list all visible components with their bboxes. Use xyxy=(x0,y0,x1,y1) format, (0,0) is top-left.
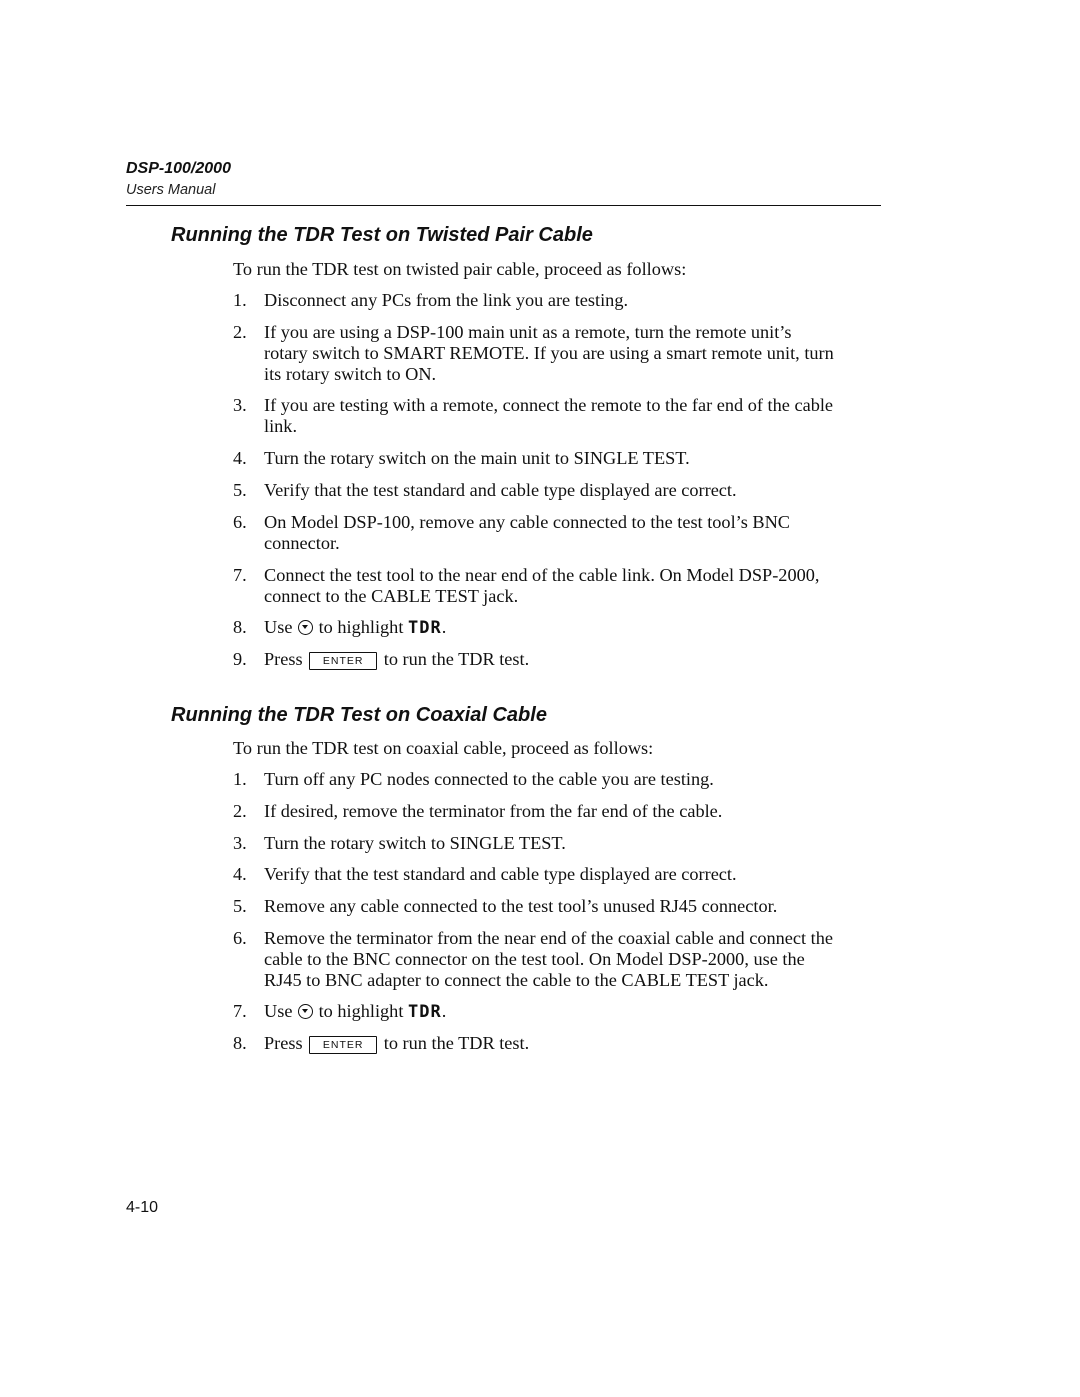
section-title: Running the TDR Test on Coaxial Cable xyxy=(171,704,547,726)
step-line: Remove any cable connected to the test tool’s unused RJ45 connector. xyxy=(264,896,778,916)
step-number: 5. xyxy=(233,896,247,916)
step-text xyxy=(264,1033,876,1054)
step-text xyxy=(264,565,876,607)
step-line: On Model DSP-100, remove any cable connected to the test tool’s BNC xyxy=(264,512,790,532)
step-text-pre: Use xyxy=(264,617,293,637)
down-arrow-key-icon xyxy=(298,1004,313,1019)
step-text xyxy=(264,833,876,854)
step-text-post: . xyxy=(441,1001,447,1021)
step-text-pre: Press xyxy=(264,649,303,669)
step-number: 5. xyxy=(233,480,247,500)
step-line: Remove the terminator from the near end of the coaxial cable and connect the xyxy=(264,928,834,948)
step-text xyxy=(264,896,876,917)
step-line: connector. xyxy=(264,533,340,553)
step-text xyxy=(264,769,876,790)
step-text xyxy=(264,1001,876,1023)
enter-key-icon: ENTER xyxy=(309,652,377,670)
step-number: 3. xyxy=(233,833,247,853)
step-text xyxy=(264,512,876,554)
step-line: Verify that the test standard and cable type displayed are correct. xyxy=(264,480,737,500)
step-line: Connect the test tool to the near end of the cable link. On Model DSP-2000, xyxy=(264,565,820,585)
section-intro: To run the TDR test on coaxial cable, proceed as follows: xyxy=(233,738,654,758)
step-line: its rotary switch to ON. xyxy=(264,364,437,384)
step-line: rotary switch to SMART REMOTE. If you are using a smart remote unit, turn xyxy=(264,343,834,363)
product-name: DSP-100/2000 xyxy=(126,160,231,177)
step-text xyxy=(264,480,876,501)
step-line: Turn the rotary switch to SINGLE TEST. xyxy=(264,833,566,853)
step-number: 7. xyxy=(233,565,247,585)
step-number: 9. xyxy=(233,649,247,669)
step-text-pre: Press xyxy=(264,1033,303,1053)
step-number: 8. xyxy=(233,1033,247,1053)
step-text xyxy=(264,617,876,639)
step-number: 2. xyxy=(233,322,247,342)
step-line: cable to the BNC connector on the test tool. On Model DSP-2000, use the xyxy=(264,949,805,969)
step-number: 6. xyxy=(233,512,247,532)
step-text xyxy=(264,322,876,385)
step-text xyxy=(264,928,876,991)
step-number: 1. xyxy=(233,290,247,310)
step-line: link. xyxy=(264,416,298,436)
step-line: If desired, remove the terminator from the far end of the cable. xyxy=(264,801,723,821)
step-text-post: . xyxy=(441,617,447,637)
step-text-mid: to highlight xyxy=(318,1001,404,1021)
step-text xyxy=(264,290,876,311)
step-text-post: to run the TDR test. xyxy=(383,649,530,669)
header-divider xyxy=(126,205,881,206)
step-number: 1. xyxy=(233,769,247,789)
step-line: If you are using a DSP-100 main unit as a remote, turn the remote unit’s xyxy=(264,322,792,342)
step-number: 3. xyxy=(233,395,247,415)
step-text xyxy=(264,801,876,822)
step-line: Turn the rotary switch on the main unit to SINGLE TEST. xyxy=(264,448,690,468)
section-title: Running the TDR Test on Twisted Pair Cable xyxy=(171,224,593,246)
page-number: 4-10 xyxy=(126,1199,159,1216)
section-intro: To run the TDR test on twisted pair cable, proceed as follows: xyxy=(233,259,687,279)
step-line: Turn off any PC nodes connected to the cable you are testing. xyxy=(264,769,714,789)
step-line: connect to the CABLE TEST jack. xyxy=(264,586,519,606)
step-text-mid: to highlight xyxy=(318,617,404,637)
step-text xyxy=(264,395,876,437)
enter-key-icon: ENTER xyxy=(309,1036,377,1054)
step-line: Disconnect any PCs from the link you are testing. xyxy=(264,290,629,310)
step-number: 4. xyxy=(233,448,247,468)
lcd-menu-item: TDR xyxy=(407,618,442,638)
down-arrow-key-icon xyxy=(298,620,313,635)
manual-title: Users Manual xyxy=(126,182,216,198)
step-line: Verify that the test standard and cable type displayed are correct. xyxy=(264,864,737,884)
step-number: 6. xyxy=(233,928,247,948)
step-number: 8. xyxy=(233,617,247,637)
step-text xyxy=(264,649,876,670)
step-number: 2. xyxy=(233,801,247,821)
step-text xyxy=(264,448,876,469)
lcd-menu-item: TDR xyxy=(407,1002,442,1022)
step-text xyxy=(264,864,876,885)
step-text-pre: Use xyxy=(264,1001,293,1021)
step-number: 4. xyxy=(233,864,247,884)
step-line: RJ45 to BNC adapter to connect the cable to the CABLE TEST jack. xyxy=(264,970,769,990)
step-line: If you are testing with a remote, connect the remote to the far end of the cable xyxy=(264,395,834,415)
step-text-post: to run the TDR test. xyxy=(383,1033,530,1053)
step-number: 7. xyxy=(233,1001,247,1021)
